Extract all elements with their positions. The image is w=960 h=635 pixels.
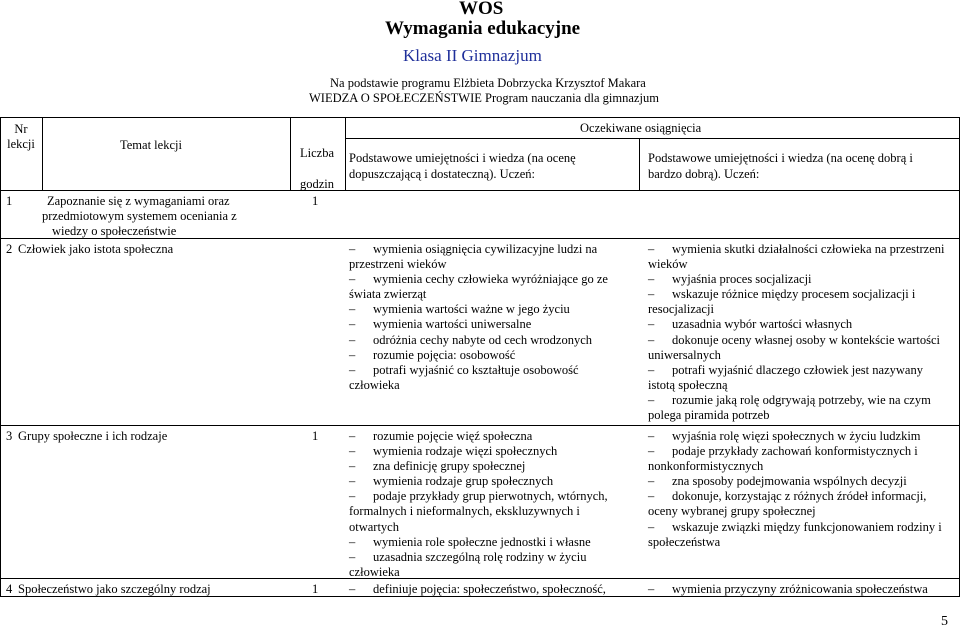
requirement-item xyxy=(349,272,608,287)
dash-bullet-icon: – xyxy=(648,317,655,332)
requirement-item xyxy=(349,459,608,474)
row2-basic-requirements xyxy=(349,242,608,393)
requirement-text: wymienia cechy człowieka wyróżniające go ze xyxy=(373,272,608,287)
row3-nr: 3 xyxy=(6,429,13,443)
requirement-item xyxy=(648,582,928,597)
requirement-item xyxy=(349,363,608,378)
row1-temat: Zapoznanie się z wymaganiami oraz przedmiotowym systemem oceniania z wiedzy o społeczeństwie xyxy=(42,194,237,238)
requirement-item xyxy=(349,302,608,317)
requirement-text: odróżnia cechy nabyte od cech wrodzonych xyxy=(373,332,593,347)
requirement-item xyxy=(349,504,608,519)
dash-bullet-icon: – xyxy=(349,549,356,564)
document-title: WOS xyxy=(459,0,504,19)
class-label: Klasa II Gimnazjum xyxy=(403,46,542,65)
requirement-item xyxy=(648,348,944,363)
dash-bullet-icon: – xyxy=(648,392,655,407)
requirement-item xyxy=(648,363,944,378)
dash-bullet-icon: – xyxy=(349,534,356,549)
requirement-item xyxy=(648,287,944,302)
dash-bullet-icon: – xyxy=(349,489,356,504)
requirement-text: wyjaśnia proces socjalizacji xyxy=(672,272,812,287)
requirement-text: wskazuje różnice między procesem socjalizacji i xyxy=(672,287,916,302)
dash-bullet-icon: – xyxy=(648,444,655,459)
dash-bullet-icon: – xyxy=(648,272,655,287)
dash-bullet-icon: – xyxy=(648,519,655,534)
requirement-item xyxy=(349,242,608,257)
requirement-item xyxy=(648,520,942,535)
requirement-item xyxy=(349,257,608,272)
requirement-text: rozumie jaką rolę odgrywają potrzeby, wie na czym xyxy=(672,392,931,407)
page-number: 5 xyxy=(941,614,948,629)
row4-godziny: 1 xyxy=(312,582,319,596)
requirement-text: potrafi wyjaśnić dlaczego człowiek jest nazywany xyxy=(672,362,923,377)
requirement-text: wymienia rodzaje więzi społecznych xyxy=(373,444,558,459)
requirement-item xyxy=(648,535,942,550)
row4-basic-requirements xyxy=(349,582,606,597)
dash-bullet-icon: – xyxy=(349,459,356,474)
requirement-text: wieków xyxy=(648,257,688,272)
dash-bullet-icon: – xyxy=(349,582,356,596)
requirement-text: potrafi wyjaśnić co kształtuje osobowość xyxy=(373,362,579,377)
dash-bullet-icon: – xyxy=(349,444,356,459)
dash-bullet-icon: – xyxy=(648,582,655,596)
dash-bullet-icon: – xyxy=(349,242,356,256)
requirement-text: wyjaśnia rolę więzi społecznych w życiu ludzkim xyxy=(672,429,921,443)
requirement-item xyxy=(349,348,608,363)
requirement-item xyxy=(648,378,944,393)
dash-bullet-icon: – xyxy=(648,242,655,256)
requirement-text: rozumie pojęcie więź społeczna xyxy=(373,429,533,443)
requirement-text: definiuje pojęcia: społeczeństwo, społeczność, xyxy=(373,582,606,596)
dash-bullet-icon: – xyxy=(349,429,356,443)
dash-bullet-icon: – xyxy=(648,332,655,347)
requirement-text: wskazuje związki między funkcjonowaniem rodziny i xyxy=(672,519,942,534)
requirement-item xyxy=(349,565,608,580)
requirement-text: wymienia role społeczne jednostki i własne xyxy=(373,534,591,549)
requirement-text: zna definicję grupy społecznej xyxy=(373,459,526,474)
requirement-text: wymienia wartości uniwersalne xyxy=(373,317,532,332)
requirement-text: uniwersalnych xyxy=(648,347,721,362)
dash-bullet-icon: – xyxy=(648,287,655,302)
requirement-text: uzasadnia szczególną rolę rodziny w życiu xyxy=(373,549,587,564)
row3-basic-requirements xyxy=(349,429,608,580)
row4-temat: Społeczeństwo jako szczególny rodzaj xyxy=(18,582,211,596)
requirement-text: świata zwierząt xyxy=(349,287,427,302)
header-ponadpodstawowe: Podstawowe umiejętności i wiedza (na ocenę dobrą i bardzo dobrą). Uczeń: xyxy=(648,151,913,181)
dash-bullet-icon: – xyxy=(349,317,356,332)
requirement-item xyxy=(648,317,944,332)
row4-extended-requirements xyxy=(648,582,928,597)
requirement-item xyxy=(349,444,608,459)
dash-bullet-icon: – xyxy=(349,362,356,377)
requirement-text: nonkonformistycznych xyxy=(648,459,764,474)
requirement-text: podaje przykłady zachowań konformistycznych i xyxy=(672,444,918,459)
requirement-item xyxy=(349,520,608,535)
requirement-text: oceny wybranej grupy społecznej xyxy=(648,504,816,519)
requirement-text: uzasadnia wybór wartości własnych xyxy=(672,317,853,332)
header-liczba: Liczba godzin xyxy=(299,146,335,191)
requirement-text: wymienia przyczyny zróżnicowania społeczeństwa xyxy=(672,582,928,596)
dash-bullet-icon: – xyxy=(648,362,655,377)
requirement-text: wymienia skutki działalności człowieka na przestrzeni xyxy=(672,242,945,256)
program-authors: Na podstawie programu Elżbieta Dobrzycka Krzysztof Makara xyxy=(330,76,646,90)
requirement-item xyxy=(349,378,608,393)
requirement-item xyxy=(349,474,608,489)
dash-bullet-icon: – xyxy=(648,489,655,504)
requirement-text: otwartych xyxy=(349,519,399,534)
requirement-item xyxy=(349,582,606,597)
row2-nr: 2 xyxy=(6,242,13,256)
requirement-item xyxy=(349,333,608,348)
requirement-text: wymienia wartości ważne w jego życiu xyxy=(373,302,570,317)
header-nr: Nr lekcji xyxy=(7,122,35,151)
requirement-text: resocjalizacji xyxy=(648,302,714,317)
requirement-item xyxy=(349,429,608,444)
requirement-text: podaje przykłady grup pierwotnych, wtórnych, xyxy=(373,489,608,504)
requirement-text: zna sposoby podejmowania wspólnych decyzji xyxy=(672,474,907,489)
requirement-item xyxy=(648,429,942,444)
row3-temat: Grupy społeczne i ich rodzaje xyxy=(18,429,168,443)
requirement-item xyxy=(349,550,608,565)
requirement-text: rozumie pojęcia: osobowość xyxy=(373,347,516,362)
requirements-table xyxy=(0,117,960,597)
requirement-text: społeczeństwa xyxy=(648,534,721,549)
dash-bullet-icon: – xyxy=(349,474,356,489)
row2-temat: Człowiek jako istota społeczna xyxy=(18,242,174,256)
requirement-item xyxy=(648,333,944,348)
dash-bullet-icon: – xyxy=(349,272,356,287)
document-subtitle: Wymagania edukacyjne xyxy=(385,18,581,39)
dash-bullet-icon: – xyxy=(349,332,356,347)
requirement-item xyxy=(349,535,608,550)
requirement-text: człowieka xyxy=(349,377,400,392)
row3-godziny: 1 xyxy=(312,429,319,443)
requirement-item xyxy=(648,302,944,317)
header-temat: Temat lekcji xyxy=(120,138,182,152)
header-podstawowe: Podstawowe umiejętności i wiedza (na ocenę dopuszczającą i dostateczną). Uczeń: xyxy=(349,151,576,181)
row1-godziny: 1 xyxy=(312,194,319,208)
requirement-item xyxy=(648,242,944,257)
requirement-item xyxy=(648,444,942,459)
requirement-item xyxy=(648,272,944,287)
requirement-text: istotą społeczną xyxy=(648,377,728,392)
dash-bullet-icon: – xyxy=(349,347,356,362)
requirement-text: wymienia osiągnięcia cywilizacyjne ludzi na xyxy=(373,242,598,256)
dash-bullet-icon: – xyxy=(648,474,655,489)
requirement-item xyxy=(349,317,608,332)
requirement-item xyxy=(349,489,608,504)
requirement-item xyxy=(648,504,942,519)
requirement-item xyxy=(648,474,942,489)
row3-extended-requirements xyxy=(648,429,942,550)
row1-nr: 1 xyxy=(6,194,13,208)
requirement-item xyxy=(349,287,608,302)
header-oczekiwane: Oczekiwane osiągnięcia xyxy=(580,121,702,135)
row4-nr: 4 xyxy=(6,582,13,596)
requirement-item xyxy=(648,257,944,272)
requirement-item xyxy=(648,489,942,504)
requirement-text: dokonuje oceny własnej osoby w kontekście wartości xyxy=(672,332,940,347)
requirement-text: przestrzeni wieków xyxy=(349,257,447,272)
requirement-item xyxy=(648,459,942,474)
requirement-item xyxy=(648,393,944,408)
requirement-text: polega piramida potrzeb xyxy=(648,408,770,423)
dash-bullet-icon: – xyxy=(349,302,356,317)
requirement-text: człowieka xyxy=(349,564,400,579)
row2-extended-requirements xyxy=(648,242,944,423)
requirement-text: wymienia rodzaje grup społecznych xyxy=(373,474,554,489)
dash-bullet-icon: – xyxy=(648,429,655,443)
requirement-text: dokonuje, korzystając z różnych źródeł informacji, xyxy=(672,489,927,504)
requirement-item xyxy=(648,408,944,423)
program-name: WIEDZA O SPOŁECZEŃSTWIE Program nauczania dla gimnazjum xyxy=(309,91,659,105)
requirement-text: formalnych i nieformalnych, ekskluzywnych i xyxy=(349,504,580,519)
